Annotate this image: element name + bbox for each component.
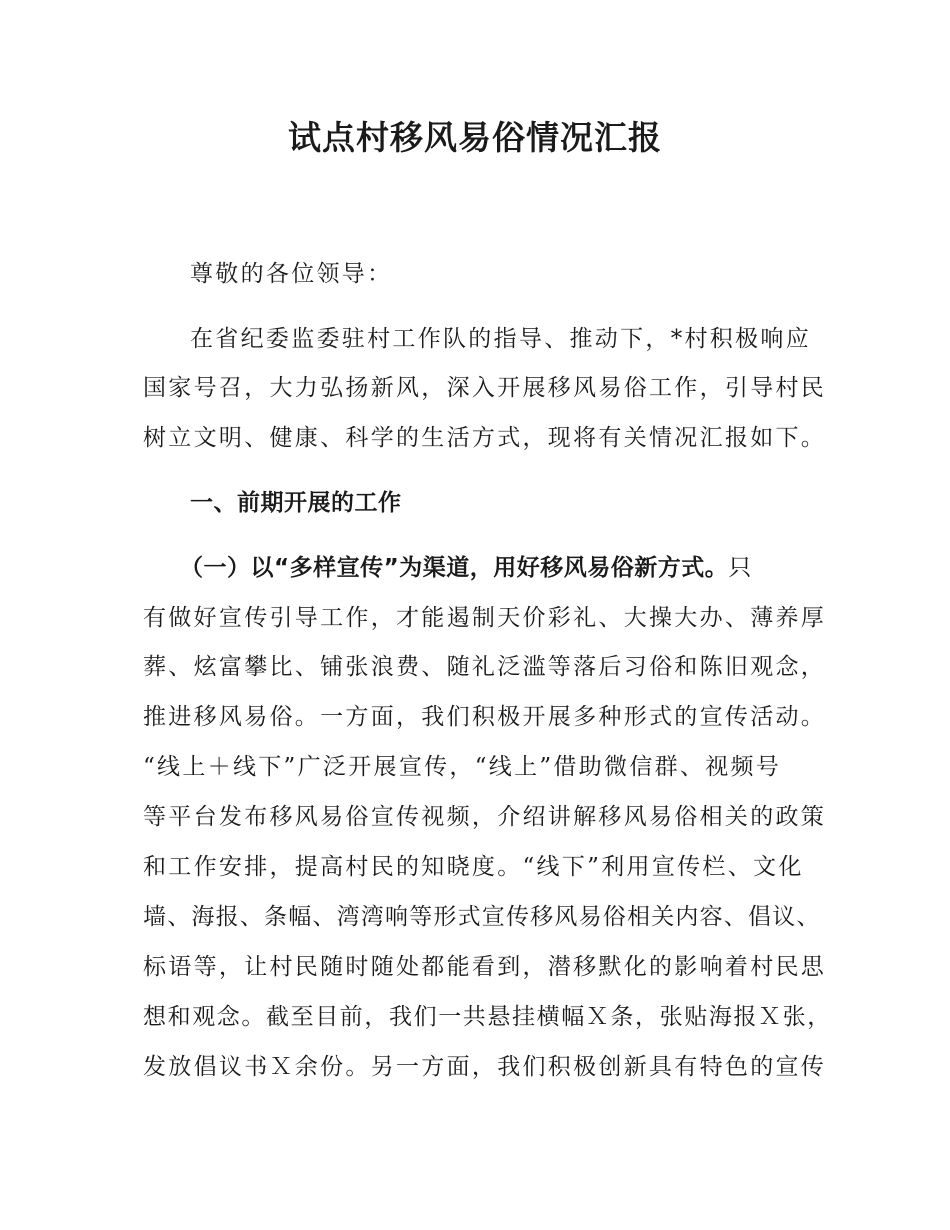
subsection-first-text: 只: [728, 555, 754, 581]
salutation: 尊敬的各位领导：: [190, 261, 393, 287]
section-heading: 一、前期开展的工作: [190, 490, 402, 516]
document-title: 试点村移风易俗情况汇报: [288, 118, 662, 157]
body-line: 等平台发布移风易俗宣传视频，介绍讲解移风易俗相关的政策: [143, 804, 827, 830]
body-line: 和工作安排，提高村民的知晓度。“线下”利用宣传栏、文化: [143, 854, 804, 880]
body-line: 想和观念。截至目前，我们一共悬挂横幅Ｘ条，张贴海报Ｘ张，: [143, 1004, 832, 1030]
intro-line: 国家号召，大力弘扬新风，深入开展移风易俗工作，引导村民: [143, 375, 827, 401]
intro-line: 在省纪委监委驻村工作队的指导、推动下，*村积极响应: [190, 326, 811, 352]
body-line: 有做好宣传引导工作，才能遏制天价彩礼、大操大办、薄养厚: [143, 605, 827, 631]
body-line: 推进移风易俗。一方面，我们积极开展多种形式的宣传活动。: [143, 704, 827, 730]
subsection-first-line: [180, 553, 754, 583]
intro-line: 树立文明、健康、科学的生活方式，现将有关情况汇报如下。: [143, 425, 827, 451]
body-line: 墙、海报、条幅、湾湾响等形式宣传移风易俗相关内容、倡议、: [143, 904, 821, 930]
subsection-heading: （一）以“多样宣传”为渠道，用好移风易俗新方式。: [180, 555, 729, 581]
body-line: 标语等，让村民随时随处都能看到，潜移默化的影响着村民思: [143, 954, 827, 980]
body-line: 发放倡议书Ｘ余份。另一方面，我们积极创新具有特色的宣传: [143, 1054, 827, 1080]
body-line: “线上＋线下”广泛开展宣传，“线上”借助微信群、视频号: [143, 754, 782, 780]
body-line: 葬、炫富攀比、铺张浪费、随礼泛滥等落后习俗和陈旧观念，: [143, 654, 827, 680]
